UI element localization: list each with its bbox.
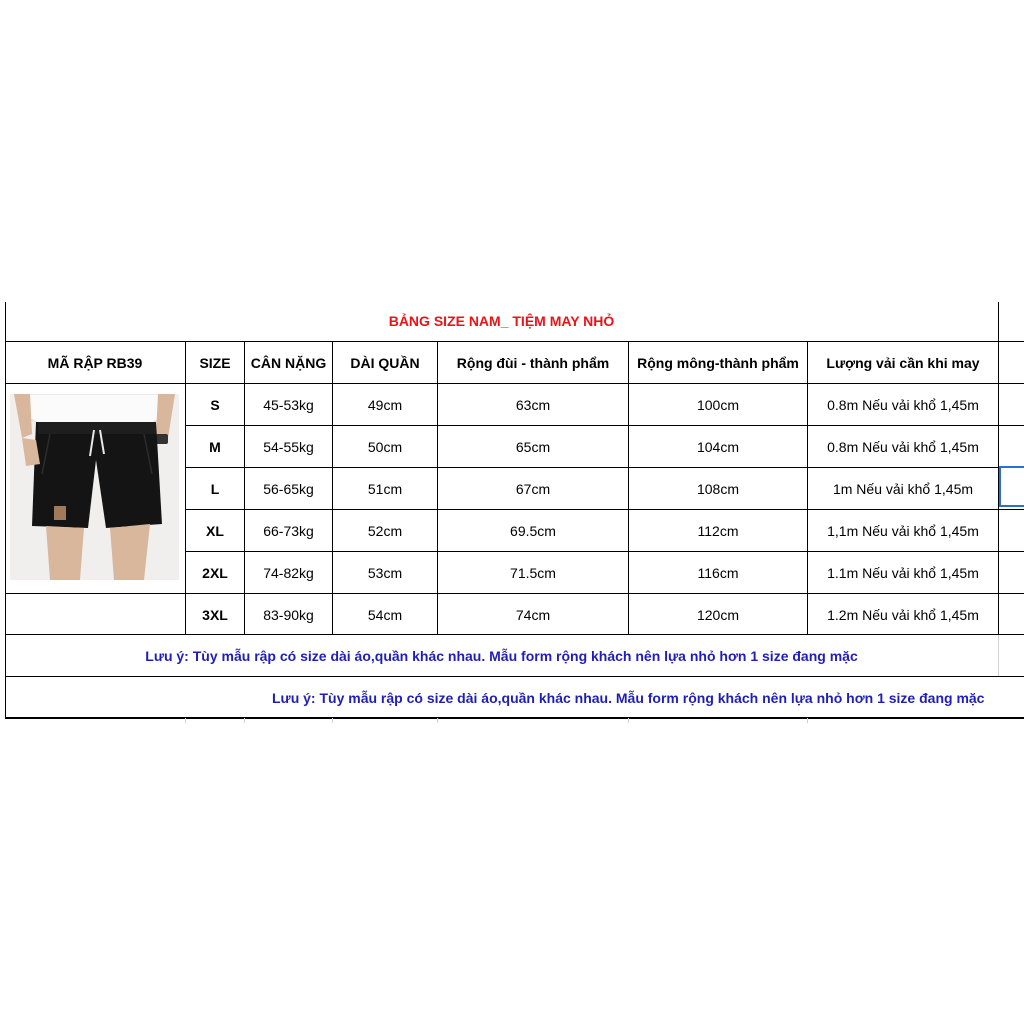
header-hip[interactable]: Rộng mông-thành phẩm xyxy=(637,354,799,371)
row-m-thigh[interactable]: 65cm xyxy=(515,438,551,455)
grid-line xyxy=(807,341,808,635)
row-xl-length[interactable]: 52cm xyxy=(367,522,403,539)
row-3xl-weight[interactable]: 83-90kg xyxy=(263,606,314,623)
grid-line xyxy=(185,718,186,723)
row-2xl-size[interactable]: 2XL xyxy=(202,564,228,581)
grid-line xyxy=(186,509,1024,510)
row-3xl-thigh[interactable]: 74cm xyxy=(515,606,551,623)
grid-line xyxy=(5,383,1024,384)
grid-line xyxy=(244,718,245,723)
grid-line xyxy=(186,425,1024,426)
header-size[interactable]: SIZE xyxy=(199,354,231,371)
row-l-thigh[interactable]: 67cm xyxy=(515,480,551,497)
row-xl-weight[interactable]: 66-73kg xyxy=(263,522,314,539)
header-pattern[interactable]: MÃ RẬP RB39 xyxy=(47,354,143,371)
row-s-size[interactable]: S xyxy=(210,396,220,413)
row-s-thigh[interactable]: 63cm xyxy=(515,396,551,413)
row-2xl-thigh[interactable]: 71.5cm xyxy=(510,564,556,581)
header-length[interactable]: DÀI QUẦN xyxy=(350,354,420,371)
row-s-length[interactable]: 49cm xyxy=(367,396,403,413)
grid-line xyxy=(807,718,808,723)
row-l-weight[interactable]: 56-65kg xyxy=(263,480,314,497)
grid-line xyxy=(186,551,1024,552)
row-xl-size[interactable]: XL xyxy=(206,522,224,539)
grid-line xyxy=(185,341,186,635)
row-m-size[interactable]: M xyxy=(209,438,221,455)
row-m-length[interactable]: 50cm xyxy=(367,438,403,455)
grid-line xyxy=(5,676,1024,677)
row-3xl-hip[interactable]: 120cm xyxy=(696,606,740,623)
grid-line xyxy=(998,635,999,676)
header-weight[interactable]: CÂN NẶNG xyxy=(250,354,327,371)
row-2xl-weight[interactable]: 74-82kg xyxy=(263,564,314,581)
grid-line xyxy=(332,341,333,635)
selected-cell[interactable] xyxy=(999,466,1024,507)
note-row-2[interactable]: Lưu ý: Tùy mẫu rập có size dài áo,quần khác nhau. Mẫu form rộng khách nên lựa nhỏ hơn 1 size đang mặc xyxy=(272,689,985,706)
row-s-weight[interactable]: 45-53kg xyxy=(263,396,314,413)
grid-line xyxy=(628,718,629,723)
row-l-hip[interactable]: 108cm xyxy=(696,480,740,497)
grid-line xyxy=(5,717,1024,719)
row-s-hip[interactable]: 100cm xyxy=(696,396,740,413)
grid-line xyxy=(186,467,1024,468)
header-fabric[interactable]: Lượng vải cần khi may xyxy=(826,354,980,371)
row-s-fabric[interactable]: 0.8m Nếu vải khổ 1,45m xyxy=(827,396,979,413)
row-2xl-fabric[interactable]: 1.1m Nếu vải khổ 1,45m xyxy=(827,564,979,581)
row-xl-fabric[interactable]: 1,1m Nếu vải khổ 1,45m xyxy=(827,522,979,539)
row-m-fabric[interactable]: 0.8m Nếu vải khổ 1,45m xyxy=(827,438,979,455)
row-l-length[interactable]: 51cm xyxy=(367,480,403,497)
grid-line xyxy=(332,718,333,723)
grid-line xyxy=(437,718,438,723)
grid-line xyxy=(628,341,629,635)
shorts-illustration xyxy=(10,394,179,580)
row-3xl-size[interactable]: 3XL xyxy=(202,606,228,623)
row-xl-hip[interactable]: 112cm xyxy=(697,522,739,539)
row-m-weight[interactable]: 54-55kg xyxy=(263,438,314,455)
product-photo xyxy=(10,394,179,580)
row-l-fabric[interactable]: 1m Nếu vải khổ 1,45m xyxy=(832,480,974,497)
row-3xl-fabric[interactable]: 1.2m Nếu vải khổ 1,45m xyxy=(827,606,979,623)
grid-line xyxy=(5,593,1024,594)
header-thigh[interactable]: Rộng đùi - thành phẩm xyxy=(456,354,610,371)
row-3xl-length[interactable]: 54cm xyxy=(367,606,403,623)
note-row-1[interactable]: Lưu ý: Tùy mẫu rập có size dài áo,quần khác nhau. Mẫu form rộng khách nên lựa nhỏ hơn 1 size đang mặc xyxy=(145,647,858,664)
chart-title[interactable]: BẢNG SIZE NAM_ TIỆM MAY NHỎ xyxy=(388,313,615,329)
grid-line xyxy=(5,302,6,718)
grid-line xyxy=(244,341,245,635)
grid-line xyxy=(5,634,1024,635)
row-2xl-length[interactable]: 53cm xyxy=(367,564,403,581)
row-2xl-hip[interactable]: 116cm xyxy=(697,564,739,581)
grid-line xyxy=(437,341,438,635)
row-xl-thigh[interactable]: 69.5cm xyxy=(510,522,556,539)
grid-line xyxy=(5,341,1024,342)
row-m-hip[interactable]: 104cm xyxy=(696,438,740,455)
row-l-size[interactable]: L xyxy=(210,480,220,497)
